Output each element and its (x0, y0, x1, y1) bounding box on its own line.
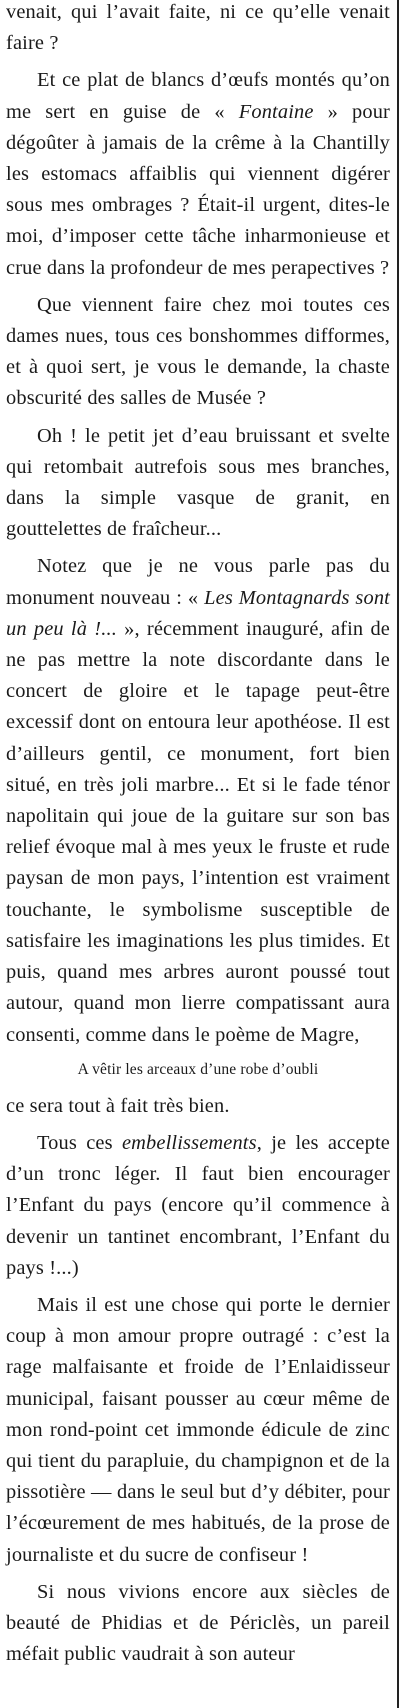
paragraph (6, 551, 390, 1050)
text-run: », récemment inauguré, afin de ne pas mettre la note discordante dans le concert de gloire et le tapage peut-être excessif dont on entoura leur apothéose. Il est d’ailleurs gentil, ce monument, fort bien situé, en très joli marbre... Et si le fade ténor napolitain qui joue de la guitare sur son bas relief évoque mal à mes yeux le fruste et rude paysan de mon pays, l’intention est vraiment touchante, le symbolisme susceptible de satisfaire les imaginations les plus timides. Et puis, quand mes arbres auront poussé tout autour, quand mon lierre compatissant aura consenti, comme dans le poème de Magre, (6, 617, 391, 1046)
italic-text: embellissements (121, 1131, 257, 1154)
italic-text: Fontaine (238, 100, 314, 123)
paragraph (6, 65, 390, 283)
paragraph (6, 421, 390, 546)
text-run: Tous ces (37, 1131, 122, 1154)
paragraph (6, 0, 390, 59)
text-run: A vêtir les arceaux d’une robe d’oubli (77, 1060, 319, 1078)
verse-quote (6, 1057, 390, 1083)
article-body (6, 0, 390, 1676)
italic-text: Les Montagnards sont un peu là !... (6, 586, 390, 640)
paragraph (6, 1577, 390, 1671)
text-run: venait, qui l’avait faite, ni ce qu’elle venait faire ? (6, 1, 390, 55)
text-run: » pour dégoûter à jamais de la crême à la Chantilly les estomacs affaiblis qui viennent digérer sous mes ombrages ? Était-il urgent, dites-le moi, d’imposer cette tâche inharmonieuse et crue dans la profondeur de mes perapectives ? (6, 100, 390, 279)
text-run: Notez que je ne vous parle pas du monument nouveau : « (6, 555, 390, 609)
text-run: , je les accepte d’un tronc léger. Il faut bien encourager l’Enfant du pays (encore qu’il commence à devenir un tantinet encombrant, l’Enfant du pays !...) (6, 1131, 390, 1279)
text-run: Et ce plat de blancs d’œufs montés qu’on me sert en guise de « (6, 69, 390, 123)
paragraph (6, 1128, 390, 1284)
text-run: ce sera tout à fait très bien. (6, 1094, 230, 1117)
text-run: Oh ! le petit jet d’eau bruissant et svelte qui retombait autrefois sous mes branches, dans la simple vasque de granit, en gouttelettes de fraîcheur... (6, 424, 390, 541)
paragraph (6, 1290, 390, 1571)
paragraph (6, 1091, 390, 1122)
text-run: Que viennent faire chez moi toutes ces dames nues, tous ces bonshommes difformes, et à quoi sert, je vous le demande, la chaste obscurité des salles de Musée ? (6, 293, 390, 410)
text-run: Si nous vivions encore aux siècles de beauté de Phidias et de Périclès, un pareil méfait public vaudrait à son auteur (6, 1580, 390, 1666)
column-rule (397, 0, 399, 1708)
text-run: Mais il est une chose qui porte le dernier coup à mon amour propre outragé : c’est la rage malfaisante et froide de l’Enlaidisseur municipal, faisant pousser au cœur même de mon rond-point cet immonde édicule de zinc qui tient du parapluie, du champignon et de la pissotière — dans le seul but d’y débiter, pour l’écœurement de mes habitués, de la prose de journaliste et du sucre de confiseur ! (6, 1293, 390, 1566)
paragraph (6, 290, 390, 415)
